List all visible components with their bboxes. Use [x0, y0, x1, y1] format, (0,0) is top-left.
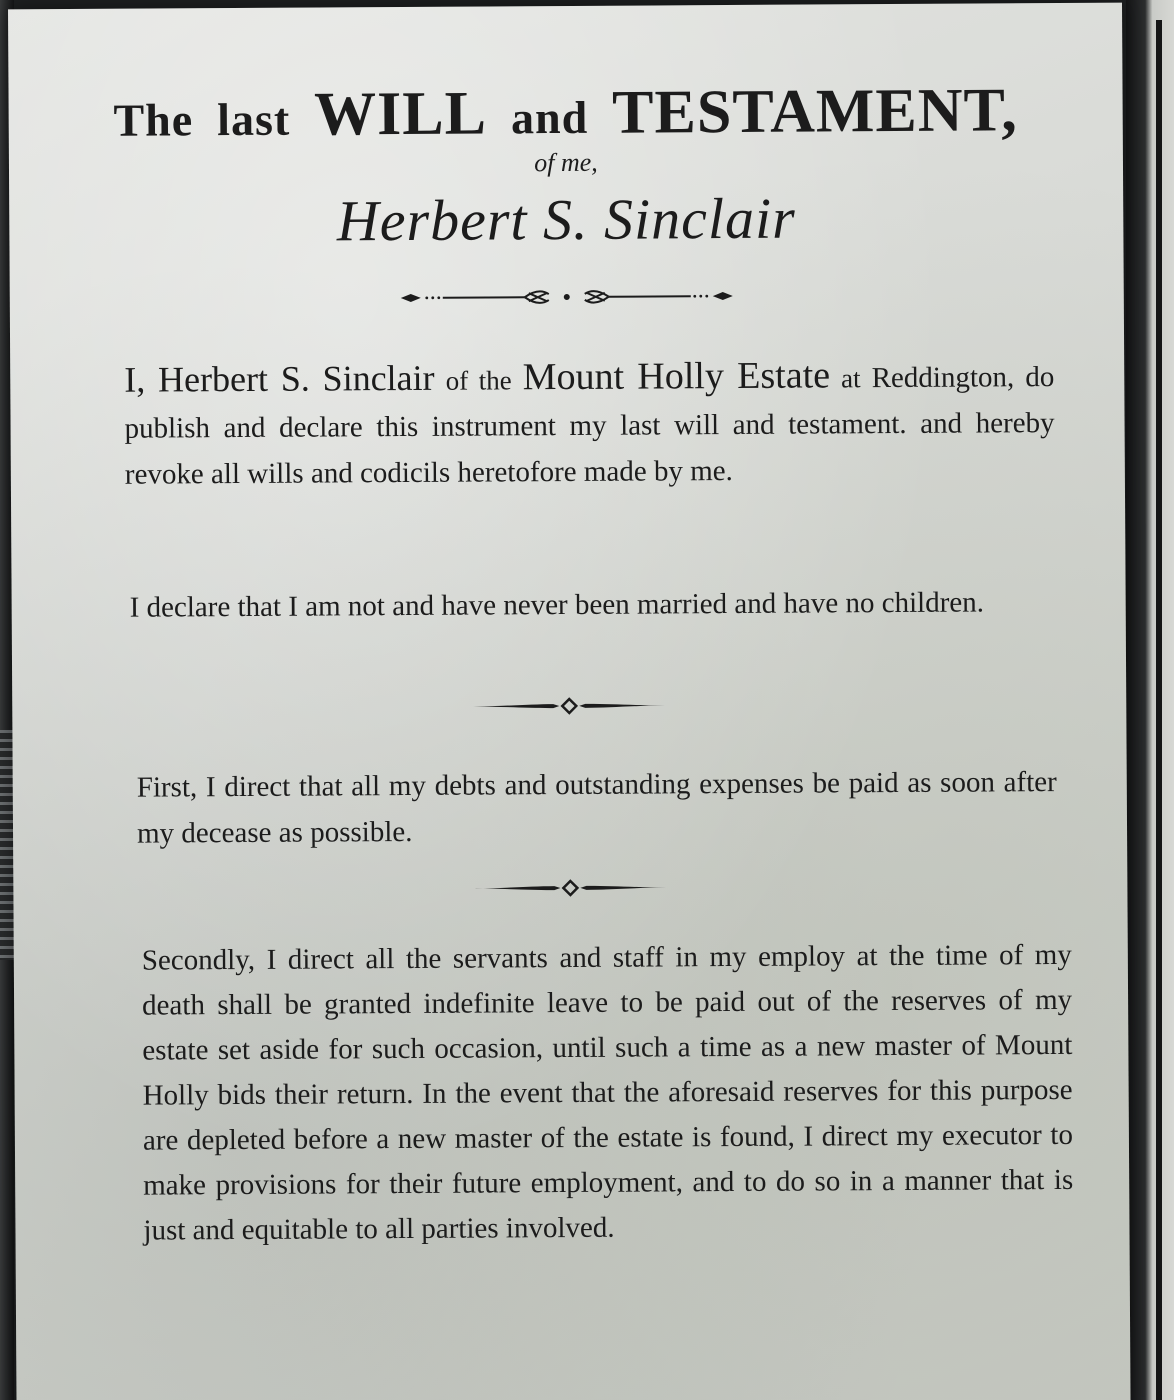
paragraph-first-debts: First, I direct that all my debts and outstanding expenses be paid as soon after my decease as possible.	[136, 766, 1057, 850]
declaration-at: at	[841, 363, 861, 394]
testator-name-heading: Herbert S. Sinclair	[336, 185, 796, 254]
title-word-and: and	[510, 91, 589, 144]
flourish-divider-icon	[10, 279, 1124, 321]
frame-edge	[1156, 20, 1162, 1400]
title-word-will: WILL	[313, 79, 488, 149]
declaration-of-the: of the	[445, 365, 512, 396]
title-word-the: The	[113, 94, 194, 146]
paragraph-marital-status: I declare that I am not and have never been married and have no children.	[129, 586, 985, 624]
will-document	[8, 3, 1131, 1400]
declaration-estate: Mount Holly Estate	[522, 354, 831, 399]
declaration-body: Reddington, do publish and declare this instrument my last will and testament. and hereby revoke all wills and codicils heretofore made by me.	[124, 361, 1055, 491]
title-word-testament: TESTAMENT,	[611, 76, 1019, 147]
document-title	[8, 76, 1122, 149]
diamond-divider-icon	[12, 691, 1126, 727]
diamond-divider-icon	[13, 873, 1127, 909]
title-word-last: last	[217, 93, 291, 146]
paragraph-declaration	[124, 351, 1055, 498]
paragraph-second-servants: Secondly, I direct all the servants and staff in my employ at the time of my death shall be granted indefinite leave to be paid out of the reserves of my estate set aside for such occasion, until such a time as a new master of Mount Holly bids their return. In the event that the aforesaid reserves for this purpose are depleted before a new master of the estate is found, I direct my executor to make provisions for their future employment, and to do so in a manner that is just and equitable to all parties involved.	[141, 938, 1074, 1247]
background-right-edge	[1126, 0, 1174, 1400]
of-me-subtitle: of me,	[534, 147, 598, 178]
declaration-lead: I, Herbert S. Sinclair	[124, 357, 435, 400]
